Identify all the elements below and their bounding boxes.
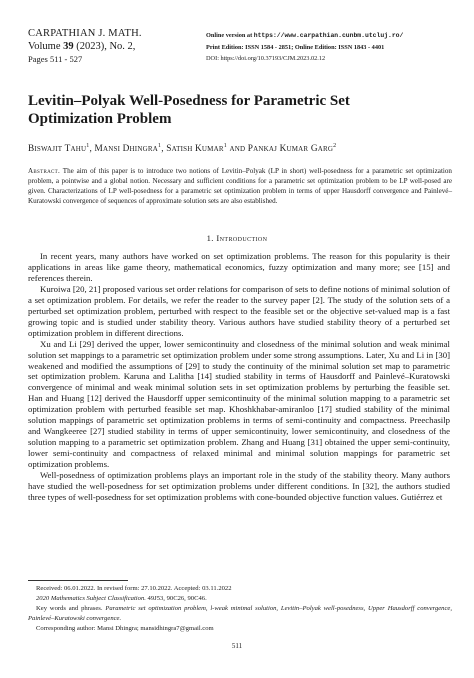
- corresponding-author: Corresponding author: Mansi Dhingra; mansidhingra7@gmail.com: [36, 625, 214, 632]
- doi[interactable]: DOI: https://doi.org/10.37193/CJM.2023.02.12: [206, 55, 326, 62]
- journal-name: CARPATHIAN J. MATH.: [28, 28, 142, 39]
- received-dates: Received: 06.01.2022. In revised form: 27.10.2022. Accepted: 03.11.2022: [36, 585, 232, 592]
- paragraph-1: In recent years, many authors have worked on set optimization problems. The reason for this popularity is their applications in areas like game theory, mathematical economics, fuzzy optimization and many more; see [15] and references therein.: [28, 251, 450, 283]
- footnote-rule: [28, 580, 128, 581]
- title-line-1: Levitin–Polyak Well-Posedness for Parametric Set: [28, 93, 350, 109]
- journal-volume: [28, 40, 142, 53]
- journal-info: [28, 27, 142, 65]
- author-3-affil: 1: [223, 143, 227, 149]
- author-2: Mansi Dhingra: [94, 144, 158, 155]
- msc-codes: 49J53, 90C26, 90C46.: [147, 595, 207, 602]
- msc-label: 2020 Mathematics Subject Classification.: [36, 595, 146, 602]
- volume-suffix: (2023), No. 2,: [73, 41, 136, 52]
- title-line-2: Optimization Problem: [28, 111, 172, 127]
- volume-number: 39: [63, 41, 74, 52]
- journal-pages: Pages 511 - 527: [28, 54, 83, 64]
- section-heading: [0, 233, 474, 243]
- body-text: [28, 251, 450, 503]
- print-edition: [206, 42, 456, 54]
- abstract-label: Abstract.: [28, 167, 61, 175]
- online-label: Online version at: [206, 32, 254, 39]
- page-number: 511: [231, 642, 243, 650]
- paragraph-3: Xu and Li [29] derived the upper, lower semicontinuity and closedness of the minimal solution and weak minimal solution set mappings to a parametric set optimization problem under some strong assumptions. Later, Xu and Li in [30] weakened and modified the assumptions of [29] to study the continuity of the minimal solution set map to parametric set optimization problem. Karuna and Lalitha [14] studied stability in terms of Hausdorff and Painlevé–Kuratowski convergence of minimal and weak minimal solution sets in set optimization problems by perturbing the feasible set. Han and Huang [12] derived the Hausdorff upper semicontinuity of the minimal solution mapping to a parametric set optimization problem with perturbed feasible set map. Khoshkhabar-amiranloo [17] studied stability of the minimal solution mappings of parametric set optimization problems in terms of semi-continuity and compactness. Preechasilp and Wangkeeree [27] studied stability in terms of upper semicontinuity, lower semicontinuity, and closedness of the solution mapping to a parametric set optimization problem. Zhang and Huang [31] obtained the upper semi-continuity, lower semi-continuity and compactness of relaxed minimal and minimal solution mappings for parametric set optimization problems.: [28, 338, 450, 470]
- section-title: Introduction: [216, 233, 268, 243]
- author-4-affil: 2: [333, 143, 337, 149]
- author-1: Biswajit Tahu: [28, 144, 87, 155]
- keywords-label: Key words and phrases.: [36, 605, 103, 612]
- publication-info: [206, 30, 456, 65]
- keywords: [28, 604, 452, 624]
- paragraph-4: Well-posedness of optimization problems plays an important role in the study of the stability theory. Many authors have studied the well-posedness for set optimization problems under different conditions. In [32], the authors studied three types of well-posedness for set optimization problems with cone-bounded objective function values. Gutiérrez et: [28, 470, 450, 502]
- abstract-text: The aim of this paper is to introduce two notions of Levitin–Polyak (LP in short) well-posedness for a parametric set optimization problem, a pointwise and a global notion. Necessary and sufficient conditions for a parametric set optimization problem to be LP well-posed are given. Characterizations of LP well-posedness for a parametric set optimization problem in terms of upper Hausdorff convergence and Painlevé–Kuratowski convergence of sequences of approximate solution sets are also established.: [28, 167, 452, 205]
- msc-classification: [28, 594, 452, 604]
- abstract: [28, 166, 452, 206]
- online-version: [206, 30, 456, 42]
- keywords-text: Parametric set optimization problem, l-weak minimal solution, Levitin–Polyak well-posedness, Upper Hausdorff convergence, Painlevé–Kuratowski convergence.: [28, 605, 452, 622]
- author-list: Biswajit Tahu$^1$, Mansi Dhingra$^1$, Satish Kumar$^1$ and Pankaj Kumar Garg$^2$: [28, 143, 337, 155]
- author-and: and: [229, 144, 246, 155]
- author-2-affil: 1: [157, 143, 162, 149]
- volume-prefix: Volume: [28, 41, 64, 52]
- print-edition-text: Print Edition: ISSN 1584 - 2851; Online Edition: ISSN 1843 - 4401: [206, 43, 385, 51]
- author-1-affil: 1: [86, 143, 90, 149]
- section-number: 1.: [206, 233, 214, 243]
- online-url[interactable]: https://www.carpathian.cunbm.utcluj.ro/: [253, 32, 404, 39]
- paragraph-2: Kuroiwa [20, 21] proposed various set order relations for comparison of sets to define notions of minimal solution of a set optimization problem. For details, we refer the reader to the survey paper [2]. The study of the solution sets of a perturbed set optimization problem, perturbed with respect to the feasible set or the objective set-valued map is a fast growing topic and is studied under stability theory. Various authors have studied stability theory of a perturbed set optimization problem in different directions.: [28, 283, 450, 338]
- footnotes: [28, 584, 452, 634]
- author-4: Pankaj Kumar Garg: [247, 144, 334, 155]
- author-3: Satish Kumar: [166, 144, 224, 155]
- paper-title: [28, 92, 448, 128]
